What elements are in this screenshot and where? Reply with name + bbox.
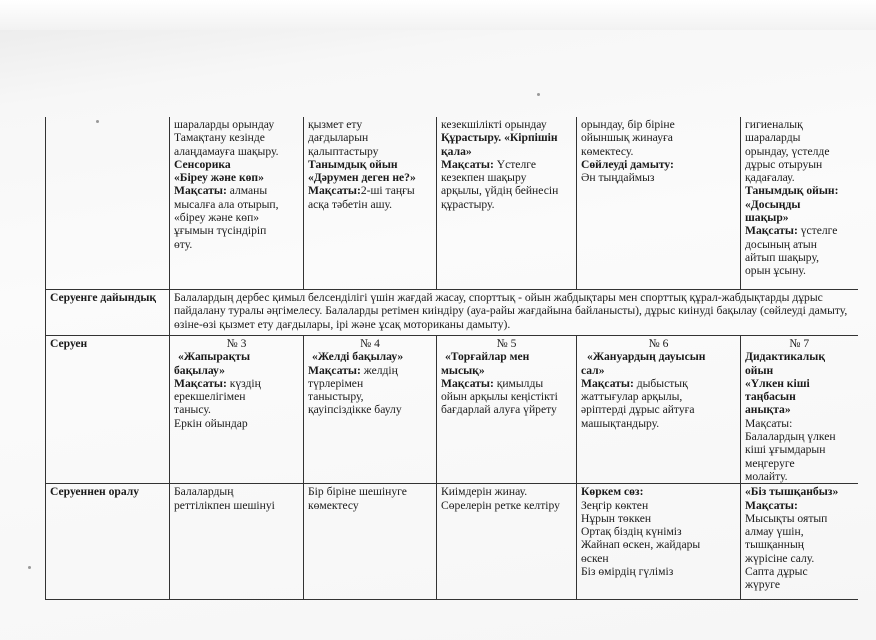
cell-line: жүрісіне салу. xyxy=(745,551,815,565)
cell-line: «Жануардың дауысын xyxy=(587,350,706,364)
cell-line: Зеңгір көктен xyxy=(581,498,649,512)
cell-line: Құрастыру. «Кірпішін xyxy=(441,131,558,145)
cell-line: өскен xyxy=(581,551,609,565)
cell-line: қадағалау. xyxy=(745,171,795,185)
cell-line: Балалардың үлкен xyxy=(745,430,836,444)
cell-line: мысық» xyxy=(441,363,485,377)
cell-line: мысалға ала отырып, xyxy=(174,197,279,211)
row-label: Серуен xyxy=(46,336,170,484)
table-row xyxy=(46,290,858,336)
cell-line: «Досыңды xyxy=(745,197,801,211)
cell-line: Еркін ойындар xyxy=(174,416,248,430)
cell-line: Дидактикалық xyxy=(745,350,826,364)
table-cell xyxy=(304,117,437,290)
cell-line: Мақсаты: xyxy=(745,498,798,512)
cell-line: алаңдамауға шақыру. xyxy=(174,144,279,158)
cell-line: таныстыру, xyxy=(308,390,364,404)
cell-line: ұғымын түсіндіріп xyxy=(174,224,267,238)
cell-line: алмау үшін, xyxy=(745,525,804,539)
table-cell xyxy=(741,336,858,484)
cell-line: молайту. xyxy=(745,469,788,483)
cell-line: Танымдық ойын: xyxy=(745,184,839,198)
daily-plan-table xyxy=(45,117,858,600)
row-label: Серуенге дайындық xyxy=(46,290,170,336)
cell-line: «Үлкен кіші xyxy=(745,376,810,390)
table-cell xyxy=(741,484,858,600)
cell-line: ерекшелігімен xyxy=(174,390,246,404)
cell-line: қала» xyxy=(441,144,472,158)
cell-line: әріптерді дұрыс айтуға xyxy=(581,403,695,417)
cell-line: Мақсаты: қимылды xyxy=(441,376,544,390)
walk-number: № 6 xyxy=(648,337,669,350)
table-cell: Балалардың дербес қимыл белсенділігі үшін жағдай жасау, спорттық - ойын жабдықтары мен спорттық құрал-жабдықтарды дұрыс пайдалану туралы әңгімелесу. Балаларды ретімен киіндіру (ауа-райы жағдайына байланысты), дұрыс киінуді бақылау (сөйлеуді дамыту, өзіне-өзі қызмет ету дағдылары, ірі және ұсақ моториканы дамыту). xyxy=(170,290,858,336)
cell-line: Нұрын төккен xyxy=(581,511,652,525)
cell-line: Бір біріне шешінуге xyxy=(308,485,407,499)
cell-line: Балалардың xyxy=(174,485,234,499)
cell-line: шараларды xyxy=(745,131,801,145)
cell-line: танысу. xyxy=(174,403,211,417)
cell-line: Мақсаты: алманы xyxy=(174,184,268,198)
cell-line: Біз өмірдің гүліміз xyxy=(581,565,674,579)
cell-line: Ән тыңдаймыз xyxy=(581,171,655,185)
table-cell xyxy=(577,336,741,484)
cell-line: Мақсаты: Үстелге xyxy=(441,157,536,171)
cell-line: көмектесу. xyxy=(581,144,634,158)
cell-line: Сенсорика xyxy=(174,157,231,171)
cell-line: «Желді бақылау» xyxy=(312,350,404,364)
cell-line: Сөрелерін ретке келтіру xyxy=(441,498,560,512)
cell-line: орындау, бір біріне xyxy=(581,118,675,131)
table-cell xyxy=(577,117,741,290)
cell-line: бақылау» xyxy=(174,363,225,377)
cell-line: асқа тәбетін ашу. xyxy=(308,197,393,211)
cell-line: «Жапырақты xyxy=(178,350,251,364)
scan-speck xyxy=(537,93,540,96)
table-row xyxy=(46,484,858,600)
cell-line: Мысықты оятып xyxy=(745,511,828,525)
cell-line: шақыр» xyxy=(745,211,789,225)
cell-line: жаттығулар арқылы, xyxy=(581,390,683,404)
cell-line: Танымдық ойын xyxy=(308,157,398,171)
cell-line: ойын xyxy=(745,363,774,377)
cell-line: Сөйлеуді дамыту: xyxy=(581,157,674,171)
scan-speck xyxy=(28,566,31,569)
cell-line: ойын арқылы кеңістікті xyxy=(441,390,558,404)
cell-line: қалыптастыру xyxy=(308,144,379,158)
cell-line: орындау, үстелде xyxy=(745,144,830,158)
cell-line: Киімдерін жинау. xyxy=(441,485,528,499)
cell-line: дұрыс отыруын xyxy=(745,157,823,171)
cell-line: түрлерімен xyxy=(308,376,364,390)
cell-line: гигиеналық xyxy=(745,118,803,131)
cell-line: «Торғайлар мен xyxy=(445,350,530,364)
walk-number: № 4 xyxy=(360,337,380,350)
cell-line: Мақсаты: желдің xyxy=(308,363,398,377)
cell-line: өту. xyxy=(174,237,193,251)
table-cell xyxy=(577,484,741,600)
table-cell xyxy=(437,117,577,290)
cell-line: орын ұсыну. xyxy=(745,264,806,278)
cell-line: айтып шақыру, xyxy=(745,250,819,264)
cell-line: шараларды орындау xyxy=(174,118,275,131)
cell-line: ойыншық жинауға xyxy=(581,131,673,145)
cell-line: машықтандыру. xyxy=(581,416,660,430)
cell-line: «біреу және көп» xyxy=(174,211,260,225)
cell-line: қауіпсіздікке баулу xyxy=(308,403,402,417)
cell-line: таңбасын xyxy=(745,390,796,404)
cell-line: Мақсаты: xyxy=(745,416,793,430)
scan-top-edge xyxy=(0,0,876,30)
table-cell xyxy=(304,484,437,600)
cell-line: қызмет ету xyxy=(308,118,363,131)
cell-line: Мақсаты: күздің xyxy=(174,376,261,390)
cell-line: жүруге xyxy=(745,578,780,592)
row-label xyxy=(46,117,170,290)
cell-line: сал» xyxy=(581,363,605,377)
cell-line: Сапта дұрыс xyxy=(745,565,808,579)
cell-line: Мақсаты:2-ші таңғы xyxy=(308,184,415,198)
cell-line: Жайнап өскен, жайдары xyxy=(581,538,701,552)
table-cell xyxy=(437,484,577,600)
walk-number: № 5 xyxy=(496,337,517,350)
cell-line: «Біз тышқанбыз» xyxy=(745,485,839,499)
cell-line: «Біреу және көп» xyxy=(174,171,264,185)
table-row xyxy=(46,336,858,484)
cell-line: досының атын xyxy=(745,237,817,251)
walk-number: № 3 xyxy=(226,337,247,350)
cell-line: меңгеруге xyxy=(745,456,795,470)
table-cell xyxy=(170,336,304,484)
table-cell xyxy=(437,336,577,484)
table-cell xyxy=(741,117,858,290)
cell-line: Мақсаты: үстелге xyxy=(745,224,838,238)
cell-line: көмектесу xyxy=(308,498,359,512)
cell-line: құрастыру. xyxy=(441,197,495,211)
cell-line: тышқанның xyxy=(745,538,804,552)
table-cell xyxy=(170,117,304,290)
cell-line: Мақсаты: дыбыстық xyxy=(581,376,688,390)
cell-line: Тамақтану кезінде xyxy=(174,131,265,145)
cell-line: бағдарлай алуға үйрету xyxy=(441,403,557,417)
cell-line: «Дәрумен деген не?» xyxy=(308,171,416,185)
cell-line: кезекпен шақыру xyxy=(441,171,527,185)
table-row xyxy=(46,117,858,290)
cell-line: реттілікпен шешінуі xyxy=(174,498,275,512)
cell-line: дағдыларын xyxy=(308,131,369,145)
row-label: Серуеннен оралу xyxy=(46,484,170,600)
cell-line: кезекшілікті орындау xyxy=(441,118,547,131)
table-cell xyxy=(304,336,437,484)
cell-line: Ортақ біздің күніміз xyxy=(581,525,682,539)
cell-line: анықта» xyxy=(745,403,791,417)
cell-line: арқылы, үйдің бейнесін xyxy=(441,184,559,198)
walk-number: № 7 xyxy=(789,337,810,350)
cell-line: кіші ұғымдарын xyxy=(745,443,826,457)
cell-line: Көркем сөз: xyxy=(581,485,644,499)
table-cell xyxy=(170,484,304,600)
